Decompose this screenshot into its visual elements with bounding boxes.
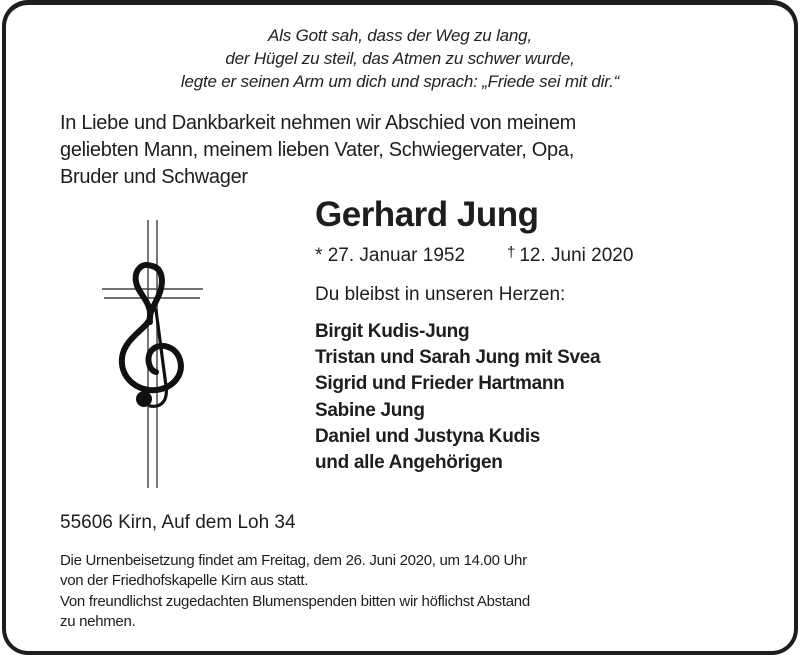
- mourners-heading: Du bleibst in unseren Herzen:: [315, 284, 566, 305]
- mourner-name: Daniel und Justyna Kudis: [315, 425, 541, 447]
- quote-line: legte er seinen Arm um dich und sprach: „Friede sei mit dir.“: [180, 72, 620, 91]
- quote-line: Als Gott sah, dass der Weg zu lang,: [268, 26, 532, 45]
- dagger-icon: †: [507, 244, 516, 261]
- intro-line: geliebten Mann, meinem lieben Vater, Schwiegervater, Opa,: [60, 139, 574, 161]
- mourner-name: Sigrid und Frieder Hartmann: [315, 373, 565, 395]
- birth-line: [315, 245, 465, 266]
- quote-line: der Hügel zu steil, das Atmen zu schwer wurde,: [225, 49, 575, 68]
- life-dates: [315, 244, 634, 268]
- mourner-name: Tristan und Sarah Jung mit Svea: [315, 347, 601, 369]
- notice-line: Von freundlichst zugedachten Blumenspenden bitten wir höflichst Abstand: [60, 592, 530, 610]
- family-address: 55606 Kirn, Auf dem Loh 34: [60, 512, 296, 533]
- death-line: [507, 244, 633, 269]
- mourner-name: und alle Angehörigen: [315, 452, 503, 474]
- birth-date: 27. Januar 1952: [327, 245, 466, 266]
- birth-star-icon: *: [315, 245, 323, 266]
- notice-line: zu nehmen.: [60, 612, 136, 630]
- deceased-name: Gerhard Jung: [315, 195, 539, 234]
- intro-line: Bruder und Schwager: [60, 166, 248, 188]
- mourner-name: Sabine Jung: [315, 399, 425, 421]
- farewell-intro: [60, 110, 700, 191]
- mourners-list: [315, 319, 600, 476]
- notice-line: Die Urnenbeisetzung findet am Freitag, dem 26. Juni 2020, um 14.00 Uhr: [60, 552, 527, 569]
- death-date: 12. Juni 2020: [519, 245, 634, 266]
- funeral-notice: [60, 551, 530, 632]
- notice-line: von der Friedhofskapelle Kirn aus statt.: [60, 572, 309, 590]
- opening-quote: [0, 24, 800, 93]
- mourner-name: Birgit Kudis-Jung: [315, 321, 470, 342]
- intro-line: In Liebe und Dankbarkeit nehmen wir Abschied von meinem: [60, 112, 577, 134]
- cross-with-treble-clef-icon: [90, 210, 220, 495]
